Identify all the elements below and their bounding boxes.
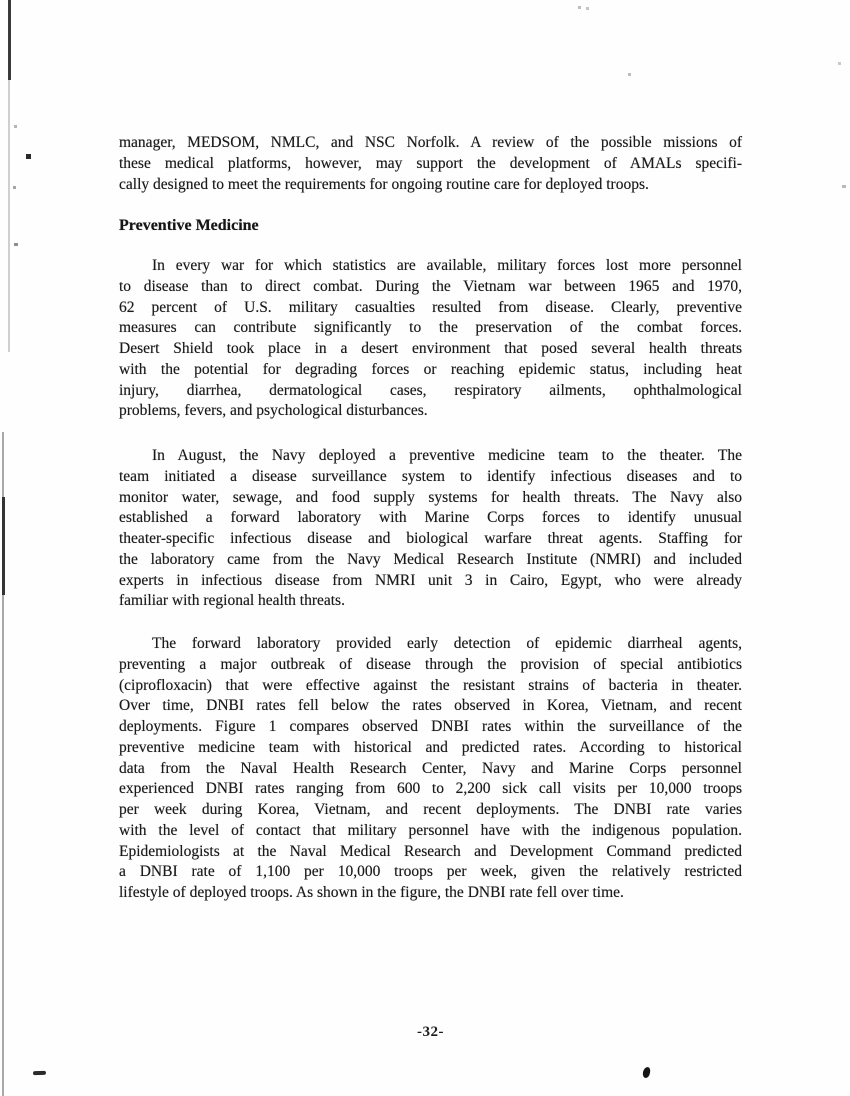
text-line: In every war for which statistics are available, military forces lost more personnel [152, 257, 742, 274]
text-line: with the level of contact that military personnel have with the indigenous population. [119, 821, 742, 839]
text-line: familiar with regional health threats. [119, 592, 345, 610]
text-line: these medical platforms, however, may support the development of AMALs specifi- [119, 154, 742, 172]
text-line: experts in infectious disease from NMRI unit 3 in Cairo, Egypt, who were already [119, 571, 742, 589]
scan-line-left-top-faded [8, 80, 10, 352]
text-line: established a forward laboratory with Marine Corps forces to identify unusual [119, 509, 742, 527]
scan-mark-bottom-blob [642, 1067, 650, 1079]
text-line: per week during Korea, Vietnam, and recent deployments. The DNBI rate varies [119, 801, 742, 818]
text-line: (ciprofloxacin) that were effective against the resistant strains of bacteria in theater. [119, 676, 742, 694]
scan-speck-4 [14, 243, 18, 246]
scan-line-left-top [8, 0, 11, 80]
text-line: preventing a major outbreak of disease through the provision of special antibiotics [119, 655, 742, 673]
scan-speck-1 [26, 154, 31, 159]
text-line: manager, MEDSOM, NMLC, and NSC Norfolk. A review of the possible missions of [119, 134, 742, 151]
scan-speck-right-2 [838, 62, 841, 65]
text-line: lifestyle of deployed troops. As shown in the figure, the DNBI rate fell over time. [119, 884, 624, 901]
scan-speck-top-3 [628, 73, 631, 76]
scan-speck-2 [14, 125, 17, 128]
scan-speck-right-1 [842, 185, 846, 188]
scan-speck-3 [13, 186, 16, 189]
section-heading: Preventive Medicine [119, 217, 259, 234]
text-line: cally designed to meet the requirements for ongoing routine care for deployed troops. [119, 175, 649, 193]
text-line: 62 percent of U.S. military casualties resulted from disease. Clearly, preventive [119, 298, 742, 316]
text-line: measures can contribute significantly to the preservation of the combat forces. [119, 319, 742, 337]
text-line: experienced DNBI rates ranging from 600 to 2,200 sick call visits per 10,000 troops [119, 780, 742, 798]
text-line: preventive medicine team with historical and predicted rates. According to historical [119, 738, 742, 756]
text-line: Epidemiologists at the Naval Medical Research and Development Command predicted [119, 842, 742, 860]
text-line: Over time, DNBI rates fell below the rates observed in Korea, Vietnam, and recent [119, 697, 742, 715]
text-line: problems, fevers, and psychological disturbances. [119, 402, 428, 420]
text-line: deployments. Figure 1 compares observed DNBI rates within the surveillance of the [119, 718, 742, 735]
page-number: -32- [417, 1024, 444, 1040]
scan-line-left-bottom-dark-segment [2, 497, 5, 595]
paragraph [119, 634, 742, 904]
scan-speck-top-1 [578, 6, 581, 9]
text-line: In August, the Navy deployed a preventive medicine team to the theater. The [152, 447, 742, 464]
paragraph [119, 256, 742, 422]
text-line: The forward laboratory provided early detection of epidemic diarrheal agents, [152, 635, 742, 652]
text-line: data from the Naval Health Research Center, Navy and Marine Corps personnel [119, 759, 742, 777]
text-line: with the potential for degrading forces or reaching epidemic status, including heat [119, 360, 742, 378]
scan-mark-bottom-dash [33, 1071, 46, 1075]
text-line: injury, diarrhea, dermatological cases, respiratory ailments, ophthalmological [119, 381, 742, 399]
text-line: monitor water, sewage, and food supply systems for health threats. The Navy also [119, 488, 742, 506]
text-line: Desert Shield took place in a desert environment that posed several health threats [119, 340, 742, 357]
text-line: a DNBI rate of 1,100 per 10,000 troops per week, given the relatively restricted [119, 863, 742, 881]
text-line: team initiated a disease surveillance system to identify infectious diseases and to [119, 467, 742, 485]
text-line: the laboratory came from the Navy Medical Research Institute (NMRI) and included [119, 550, 742, 568]
paragraph [119, 446, 742, 612]
text-line: theater-specific infectious disease and biological warfare threat agents. Staffing for [119, 530, 742, 547]
scan-speck-top-2 [586, 7, 589, 10]
paragraph [119, 133, 742, 195]
text-line: to disease than to direct combat. During the Vietnam war between 1965 and 1970, [119, 277, 742, 295]
